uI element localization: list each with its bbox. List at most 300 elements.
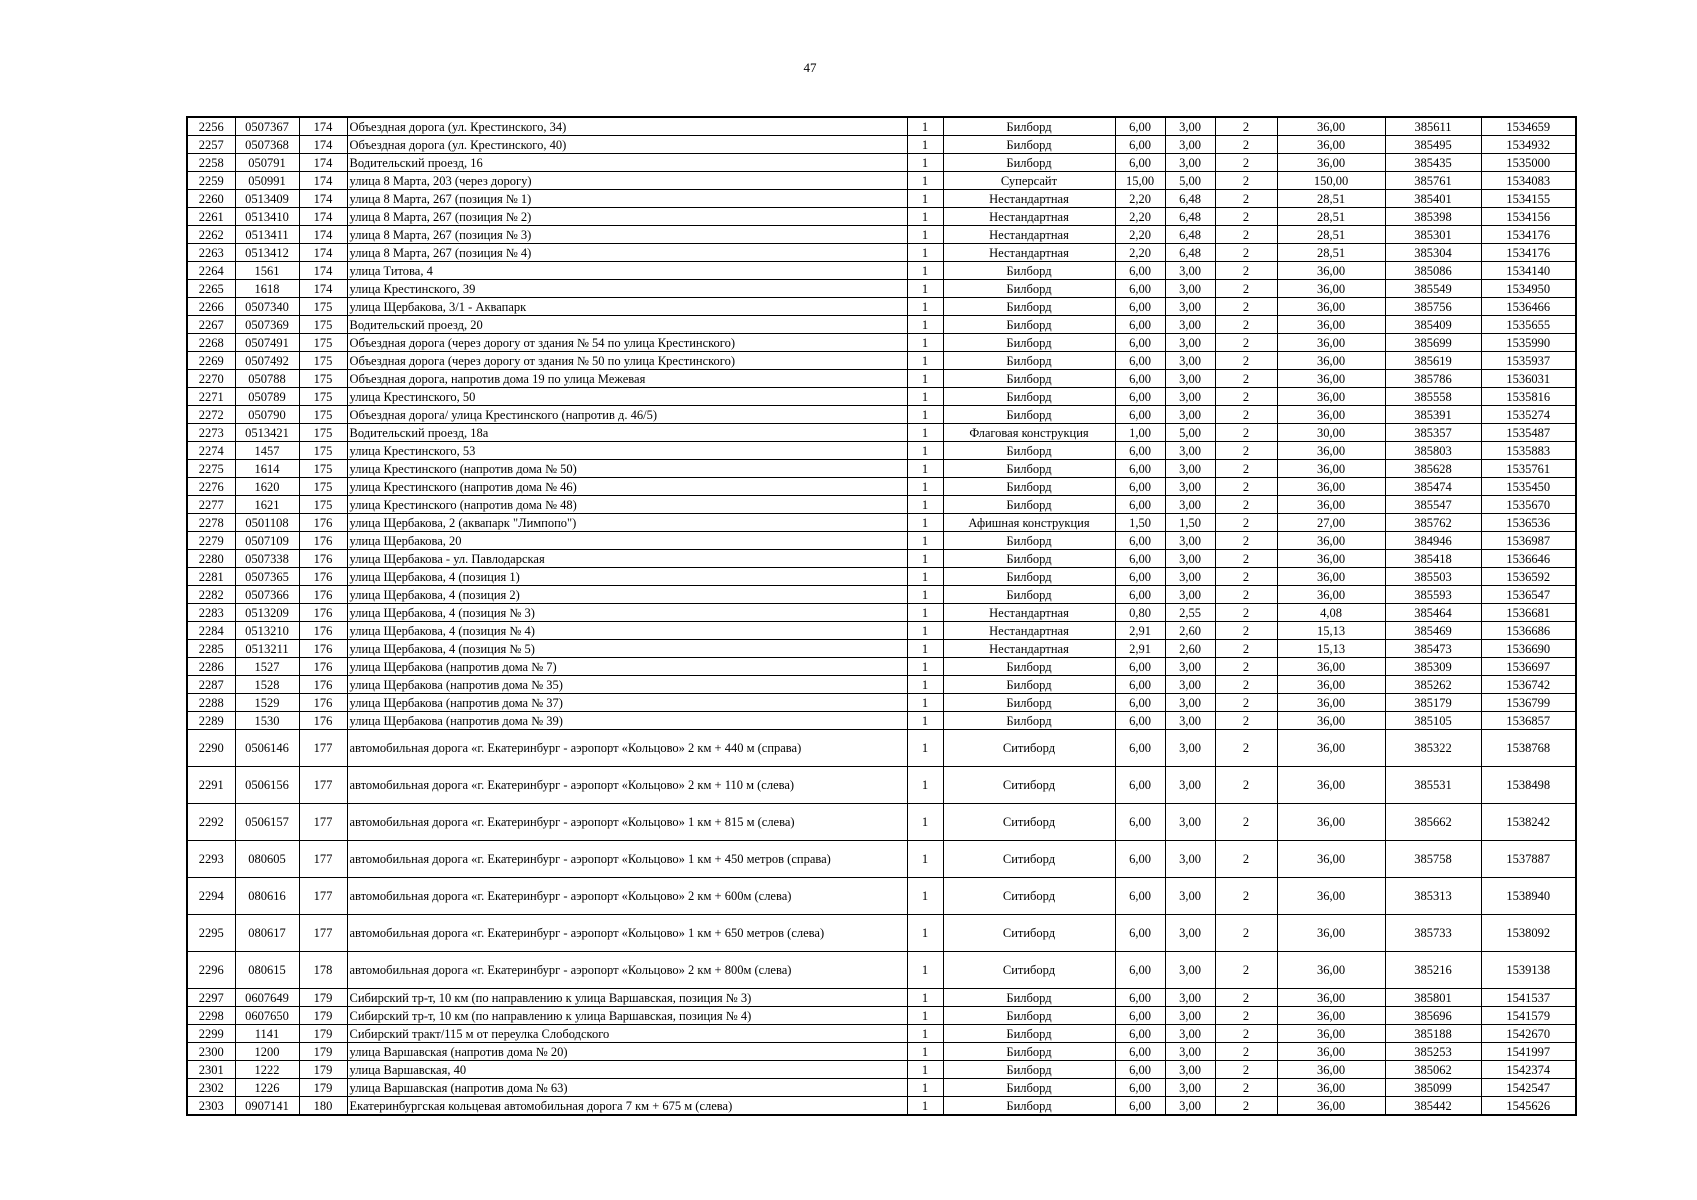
quantity-cell: 1 xyxy=(907,334,943,352)
x-coordinate-cell: 385786 xyxy=(1385,370,1481,388)
address-cell: Объездная дорога (через дорогу от здания № 50 по улица Крестинского) xyxy=(347,352,907,370)
sides-cell: 2 xyxy=(1215,244,1277,262)
row-number-cell: 2303 xyxy=(187,1097,235,1116)
width-cell: 6,00 xyxy=(1115,478,1165,496)
width-cell: 6,00 xyxy=(1115,280,1165,298)
code-cell: 1141 xyxy=(235,1025,299,1043)
width-cell: 2,20 xyxy=(1115,208,1165,226)
sides-cell: 2 xyxy=(1215,989,1277,1007)
area-cell: 36,00 xyxy=(1277,1061,1385,1079)
sides-cell: 2 xyxy=(1215,496,1277,514)
table-row xyxy=(187,676,1576,694)
quantity-cell: 1 xyxy=(907,244,943,262)
table-row xyxy=(187,1097,1576,1116)
sides-cell: 2 xyxy=(1215,1097,1277,1116)
area-cell: 36,00 xyxy=(1277,730,1385,767)
code-cell: 050991 xyxy=(235,172,299,190)
area-cell: 36,00 xyxy=(1277,352,1385,370)
zone-cell: 174 xyxy=(299,117,347,136)
x-coordinate-cell: 385442 xyxy=(1385,1097,1481,1116)
sides-cell: 2 xyxy=(1215,568,1277,586)
height-cell: 3,00 xyxy=(1165,334,1215,352)
address-cell: улица 8 Марта, 203 (через дорогу) xyxy=(347,172,907,190)
height-cell: 6,48 xyxy=(1165,208,1215,226)
quantity-cell: 1 xyxy=(907,136,943,154)
quantity-cell: 1 xyxy=(907,370,943,388)
table-row xyxy=(187,460,1576,478)
quantity-cell: 1 xyxy=(907,1007,943,1025)
x-coordinate-cell: 385409 xyxy=(1385,316,1481,334)
y-coordinate-cell: 1535883 xyxy=(1481,442,1576,460)
address-cell: автомобильная дорога «г. Екатеринбург - аэропорт «Кольцово» 2 км + 110 м (слева) xyxy=(347,767,907,804)
quantity-cell: 1 xyxy=(907,550,943,568)
zone-cell: 176 xyxy=(299,694,347,712)
table-row xyxy=(187,1043,1576,1061)
address-cell: улица Щербакова (напротив дома № 35) xyxy=(347,676,907,694)
width-cell: 6,00 xyxy=(1115,1007,1165,1025)
x-coordinate-cell: 385309 xyxy=(1385,658,1481,676)
y-coordinate-cell: 1542547 xyxy=(1481,1079,1576,1097)
type-cell: Ситиборд xyxy=(943,804,1115,841)
height-cell: 3,00 xyxy=(1165,298,1215,316)
type-cell: Билборд xyxy=(943,1043,1115,1061)
table-row xyxy=(187,496,1576,514)
table-row xyxy=(187,262,1576,280)
y-coordinate-cell: 1536536 xyxy=(1481,514,1576,532)
sides-cell: 2 xyxy=(1215,406,1277,424)
code-cell: 1457 xyxy=(235,442,299,460)
quantity-cell: 1 xyxy=(907,604,943,622)
quantity-cell: 1 xyxy=(907,352,943,370)
quantity-cell: 1 xyxy=(907,568,943,586)
address-cell: улица Крестинского, 50 xyxy=(347,388,907,406)
quantity-cell: 1 xyxy=(907,640,943,658)
y-coordinate-cell: 1542670 xyxy=(1481,1025,1576,1043)
zone-cell: 177 xyxy=(299,915,347,952)
type-cell: Билборд xyxy=(943,568,1115,586)
quantity-cell: 1 xyxy=(907,316,943,334)
zone-cell: 174 xyxy=(299,226,347,244)
quantity-cell: 1 xyxy=(907,915,943,952)
sides-cell: 2 xyxy=(1215,676,1277,694)
width-cell: 6,00 xyxy=(1115,586,1165,604)
x-coordinate-cell: 385086 xyxy=(1385,262,1481,280)
sides-cell: 2 xyxy=(1215,622,1277,640)
quantity-cell: 1 xyxy=(907,154,943,172)
height-cell: 3,00 xyxy=(1165,370,1215,388)
area-cell: 36,00 xyxy=(1277,586,1385,604)
row-number-cell: 2281 xyxy=(187,568,235,586)
area-cell: 36,00 xyxy=(1277,767,1385,804)
height-cell: 1,50 xyxy=(1165,514,1215,532)
table-row xyxy=(187,117,1576,136)
zone-cell: 176 xyxy=(299,676,347,694)
table-row xyxy=(187,280,1576,298)
row-number-cell: 2289 xyxy=(187,712,235,730)
table-row xyxy=(187,952,1576,989)
area-cell: 36,00 xyxy=(1277,1079,1385,1097)
table-row xyxy=(187,514,1576,532)
quantity-cell: 1 xyxy=(907,172,943,190)
height-cell: 5,00 xyxy=(1165,424,1215,442)
x-coordinate-cell: 385398 xyxy=(1385,208,1481,226)
sides-cell: 2 xyxy=(1215,316,1277,334)
row-number-cell: 2266 xyxy=(187,298,235,316)
address-cell: улица Крестинского, 39 xyxy=(347,280,907,298)
height-cell: 3,00 xyxy=(1165,550,1215,568)
area-cell: 28,51 xyxy=(1277,190,1385,208)
zone-cell: 177 xyxy=(299,730,347,767)
row-number-cell: 2267 xyxy=(187,316,235,334)
row-number-cell: 2283 xyxy=(187,604,235,622)
quantity-cell: 1 xyxy=(907,804,943,841)
width-cell: 6,00 xyxy=(1115,352,1165,370)
y-coordinate-cell: 1538940 xyxy=(1481,878,1576,915)
zone-cell: 175 xyxy=(299,316,347,334)
address-cell: Объездная дорога, напротив дома 19 по улица Межевая xyxy=(347,370,907,388)
sides-cell: 2 xyxy=(1215,878,1277,915)
y-coordinate-cell: 1536646 xyxy=(1481,550,1576,568)
type-cell: Билборд xyxy=(943,406,1115,424)
table-row xyxy=(187,550,1576,568)
quantity-cell: 1 xyxy=(907,586,943,604)
type-cell: Суперсайт xyxy=(943,172,1115,190)
quantity-cell: 1 xyxy=(907,1043,943,1061)
height-cell: 3,00 xyxy=(1165,388,1215,406)
row-number-cell: 2271 xyxy=(187,388,235,406)
code-cell: 1621 xyxy=(235,496,299,514)
height-cell: 3,00 xyxy=(1165,841,1215,878)
address-cell: автомобильная дорога «г. Екатеринбург - аэропорт «Кольцово» 2 км + 800м (слева) xyxy=(347,952,907,989)
sides-cell: 2 xyxy=(1215,712,1277,730)
zone-cell: 179 xyxy=(299,1061,347,1079)
sides-cell: 2 xyxy=(1215,841,1277,878)
x-coordinate-cell: 385662 xyxy=(1385,804,1481,841)
type-cell: Нестандартная xyxy=(943,190,1115,208)
table-row xyxy=(187,1007,1576,1025)
table-row xyxy=(187,478,1576,496)
table-row xyxy=(187,640,1576,658)
y-coordinate-cell: 1536697 xyxy=(1481,658,1576,676)
row-number-cell: 2263 xyxy=(187,244,235,262)
row-number-cell: 2259 xyxy=(187,172,235,190)
row-number-cell: 2287 xyxy=(187,676,235,694)
area-cell: 36,00 xyxy=(1277,878,1385,915)
row-number-cell: 2290 xyxy=(187,730,235,767)
address-cell: улица Щербакова (напротив дома № 7) xyxy=(347,658,907,676)
type-cell: Билборд xyxy=(943,1007,1115,1025)
height-cell: 3,00 xyxy=(1165,280,1215,298)
address-cell: улица Щербакова, 4 (позиция 2) xyxy=(347,586,907,604)
y-coordinate-cell: 1538768 xyxy=(1481,730,1576,767)
row-number-cell: 2293 xyxy=(187,841,235,878)
zone-cell: 176 xyxy=(299,532,347,550)
table-row xyxy=(187,804,1576,841)
width-cell: 6,00 xyxy=(1115,1061,1165,1079)
zone-cell: 177 xyxy=(299,878,347,915)
code-cell: 0513410 xyxy=(235,208,299,226)
zone-cell: 174 xyxy=(299,262,347,280)
row-number-cell: 2301 xyxy=(187,1061,235,1079)
code-cell: 0507366 xyxy=(235,586,299,604)
type-cell: Афишная конструкция xyxy=(943,514,1115,532)
address-cell: улица Варшавская (напротив дома № 63) xyxy=(347,1079,907,1097)
area-cell: 36,00 xyxy=(1277,952,1385,989)
width-cell: 2,20 xyxy=(1115,226,1165,244)
zone-cell: 175 xyxy=(299,442,347,460)
y-coordinate-cell: 1535990 xyxy=(1481,334,1576,352)
sides-cell: 2 xyxy=(1215,280,1277,298)
address-cell: улица Щербакова, 4 (позиция № 3) xyxy=(347,604,907,622)
x-coordinate-cell: 385262 xyxy=(1385,676,1481,694)
row-number-cell: 2256 xyxy=(187,117,235,136)
y-coordinate-cell: 1542374 xyxy=(1481,1061,1576,1079)
width-cell: 6,00 xyxy=(1115,676,1165,694)
height-cell: 3,00 xyxy=(1165,1061,1215,1079)
area-cell: 36,00 xyxy=(1277,154,1385,172)
type-cell: Флаговая конструкция xyxy=(943,424,1115,442)
height-cell: 3,00 xyxy=(1165,1007,1215,1025)
height-cell: 6,48 xyxy=(1165,190,1215,208)
address-cell: улица Щербакова (напротив дома № 39) xyxy=(347,712,907,730)
type-cell: Билборд xyxy=(943,496,1115,514)
code-cell: 1222 xyxy=(235,1061,299,1079)
code-cell: 080605 xyxy=(235,841,299,878)
address-cell: Водительский проезд, 16 xyxy=(347,154,907,172)
width-cell: 6,00 xyxy=(1115,334,1165,352)
row-number-cell: 2295 xyxy=(187,915,235,952)
type-cell: Билборд xyxy=(943,676,1115,694)
height-cell: 5,00 xyxy=(1165,172,1215,190)
sides-cell: 2 xyxy=(1215,694,1277,712)
table-row xyxy=(187,568,1576,586)
row-number-cell: 2274 xyxy=(187,442,235,460)
code-cell: 1614 xyxy=(235,460,299,478)
width-cell: 6,00 xyxy=(1115,1097,1165,1116)
address-cell: Водительский проезд, 18а xyxy=(347,424,907,442)
height-cell: 3,00 xyxy=(1165,1025,1215,1043)
zone-cell: 176 xyxy=(299,604,347,622)
area-cell: 36,00 xyxy=(1277,915,1385,952)
code-cell: 1226 xyxy=(235,1079,299,1097)
y-coordinate-cell: 1535655 xyxy=(1481,316,1576,334)
x-coordinate-cell: 385062 xyxy=(1385,1061,1481,1079)
height-cell: 3,00 xyxy=(1165,532,1215,550)
width-cell: 6,00 xyxy=(1115,1043,1165,1061)
width-cell: 6,00 xyxy=(1115,694,1165,712)
row-number-cell: 2269 xyxy=(187,352,235,370)
quantity-cell: 1 xyxy=(907,496,943,514)
height-cell: 6,48 xyxy=(1165,226,1215,244)
y-coordinate-cell: 1539138 xyxy=(1481,952,1576,989)
area-cell: 36,00 xyxy=(1277,1025,1385,1043)
y-coordinate-cell: 1535670 xyxy=(1481,496,1576,514)
y-coordinate-cell: 1535816 xyxy=(1481,388,1576,406)
area-cell: 36,00 xyxy=(1277,442,1385,460)
width-cell: 6,00 xyxy=(1115,878,1165,915)
code-cell: 0513209 xyxy=(235,604,299,622)
height-cell: 3,00 xyxy=(1165,804,1215,841)
x-coordinate-cell: 385464 xyxy=(1385,604,1481,622)
zone-cell: 174 xyxy=(299,136,347,154)
width-cell: 6,00 xyxy=(1115,117,1165,136)
row-number-cell: 2270 xyxy=(187,370,235,388)
table-row xyxy=(187,915,1576,952)
width-cell: 6,00 xyxy=(1115,496,1165,514)
zone-cell: 176 xyxy=(299,712,347,730)
y-coordinate-cell: 1534140 xyxy=(1481,262,1576,280)
table-row xyxy=(187,1061,1576,1079)
sides-cell: 2 xyxy=(1215,226,1277,244)
address-cell: улица Крестинского (напротив дома № 46) xyxy=(347,478,907,496)
type-cell: Нестандартная xyxy=(943,640,1115,658)
sides-cell: 2 xyxy=(1215,1061,1277,1079)
zone-cell: 176 xyxy=(299,586,347,604)
height-cell: 3,00 xyxy=(1165,117,1215,136)
width-cell: 6,00 xyxy=(1115,989,1165,1007)
address-cell: Сибирский тр-т, 10 км (по направлению к улица Варшавская, позиция № 4) xyxy=(347,1007,907,1025)
code-cell: 050788 xyxy=(235,370,299,388)
width-cell: 1,50 xyxy=(1115,514,1165,532)
width-cell: 6,00 xyxy=(1115,658,1165,676)
sides-cell: 2 xyxy=(1215,478,1277,496)
height-cell: 3,00 xyxy=(1165,730,1215,767)
zone-cell: 176 xyxy=(299,622,347,640)
table-row xyxy=(187,424,1576,442)
y-coordinate-cell: 1534176 xyxy=(1481,244,1576,262)
type-cell: Ситиборд xyxy=(943,730,1115,767)
width-cell: 6,00 xyxy=(1115,767,1165,804)
x-coordinate-cell: 385216 xyxy=(1385,952,1481,989)
height-cell: 3,00 xyxy=(1165,406,1215,424)
zone-cell: 175 xyxy=(299,352,347,370)
code-cell: 0513210 xyxy=(235,622,299,640)
quantity-cell: 1 xyxy=(907,1079,943,1097)
type-cell: Ситиборд xyxy=(943,952,1115,989)
address-cell: Екатеринбургская кольцевая автомобильная дорога 7 км + 675 м (слева) xyxy=(347,1097,907,1116)
area-cell: 28,51 xyxy=(1277,226,1385,244)
code-cell: 1561 xyxy=(235,262,299,280)
table-row xyxy=(187,136,1576,154)
width-cell: 6,00 xyxy=(1115,442,1165,460)
width-cell: 6,00 xyxy=(1115,460,1165,478)
y-coordinate-cell: 1535450 xyxy=(1481,478,1576,496)
x-coordinate-cell: 385558 xyxy=(1385,388,1481,406)
code-cell: 080616 xyxy=(235,878,299,915)
table-row xyxy=(187,208,1576,226)
row-number-cell: 2268 xyxy=(187,334,235,352)
zone-cell: 176 xyxy=(299,514,347,532)
height-cell: 3,00 xyxy=(1165,1043,1215,1061)
width-cell: 1,00 xyxy=(1115,424,1165,442)
sides-cell: 2 xyxy=(1215,604,1277,622)
sides-cell: 2 xyxy=(1215,388,1277,406)
sides-cell: 2 xyxy=(1215,208,1277,226)
row-number-cell: 2298 xyxy=(187,1007,235,1025)
area-cell: 36,00 xyxy=(1277,262,1385,280)
x-coordinate-cell: 385733 xyxy=(1385,915,1481,952)
code-cell: 080615 xyxy=(235,952,299,989)
code-cell: 0501108 xyxy=(235,514,299,532)
code-cell: 1200 xyxy=(235,1043,299,1061)
y-coordinate-cell: 1535487 xyxy=(1481,424,1576,442)
width-cell: 6,00 xyxy=(1115,1025,1165,1043)
x-coordinate-cell: 385253 xyxy=(1385,1043,1481,1061)
type-cell: Нестандартная xyxy=(943,226,1115,244)
code-cell: 0513421 xyxy=(235,424,299,442)
y-coordinate-cell: 1536987 xyxy=(1481,532,1576,550)
quantity-cell: 1 xyxy=(907,767,943,804)
row-number-cell: 2292 xyxy=(187,804,235,841)
quantity-cell: 1 xyxy=(907,424,943,442)
address-cell: улица 8 Марта, 267 (позиция № 1) xyxy=(347,190,907,208)
area-cell: 27,00 xyxy=(1277,514,1385,532)
x-coordinate-cell: 385099 xyxy=(1385,1079,1481,1097)
height-cell: 3,00 xyxy=(1165,658,1215,676)
height-cell: 3,00 xyxy=(1165,316,1215,334)
quantity-cell: 1 xyxy=(907,298,943,316)
quantity-cell: 1 xyxy=(907,878,943,915)
sides-cell: 2 xyxy=(1215,1025,1277,1043)
zone-cell: 175 xyxy=(299,298,347,316)
address-cell: Объездная дорога (ул. Крестинского, 40) xyxy=(347,136,907,154)
address-cell: улица Щербакова, 4 (позиция № 5) xyxy=(347,640,907,658)
type-cell: Билборд xyxy=(943,316,1115,334)
table-row xyxy=(187,406,1576,424)
width-cell: 6,00 xyxy=(1115,316,1165,334)
code-cell: 0507369 xyxy=(235,316,299,334)
address-cell: Водительский проезд, 20 xyxy=(347,316,907,334)
height-cell: 2,60 xyxy=(1165,640,1215,658)
table-row xyxy=(187,622,1576,640)
row-number-cell: 2291 xyxy=(187,767,235,804)
zone-cell: 175 xyxy=(299,406,347,424)
zone-cell: 176 xyxy=(299,640,347,658)
table-row xyxy=(187,694,1576,712)
row-number-cell: 2257 xyxy=(187,136,235,154)
zone-cell: 175 xyxy=(299,370,347,388)
type-cell: Билборд xyxy=(943,1079,1115,1097)
width-cell: 6,00 xyxy=(1115,804,1165,841)
sides-cell: 2 xyxy=(1215,190,1277,208)
x-coordinate-cell: 385304 xyxy=(1385,244,1481,262)
code-cell: 050790 xyxy=(235,406,299,424)
code-cell: 080617 xyxy=(235,915,299,952)
zone-cell: 174 xyxy=(299,244,347,262)
area-cell: 15,13 xyxy=(1277,640,1385,658)
height-cell: 3,00 xyxy=(1165,460,1215,478)
width-cell: 6,00 xyxy=(1115,841,1165,878)
code-cell: 0506156 xyxy=(235,767,299,804)
zone-cell: 175 xyxy=(299,424,347,442)
row-number-cell: 2264 xyxy=(187,262,235,280)
x-coordinate-cell: 385322 xyxy=(1385,730,1481,767)
width-cell: 6,00 xyxy=(1115,952,1165,989)
address-cell: улица Щербакова - ул. Павлодарская xyxy=(347,550,907,568)
quantity-cell: 1 xyxy=(907,730,943,767)
y-coordinate-cell: 1536466 xyxy=(1481,298,1576,316)
height-cell: 3,00 xyxy=(1165,915,1215,952)
row-number-cell: 2272 xyxy=(187,406,235,424)
code-cell: 0513411 xyxy=(235,226,299,244)
type-cell: Билборд xyxy=(943,352,1115,370)
y-coordinate-cell: 1536547 xyxy=(1481,586,1576,604)
quantity-cell: 1 xyxy=(907,280,943,298)
width-cell: 6,00 xyxy=(1115,1079,1165,1097)
row-number-cell: 2282 xyxy=(187,586,235,604)
type-cell: Билборд xyxy=(943,586,1115,604)
address-cell: улица Крестинского, 53 xyxy=(347,442,907,460)
